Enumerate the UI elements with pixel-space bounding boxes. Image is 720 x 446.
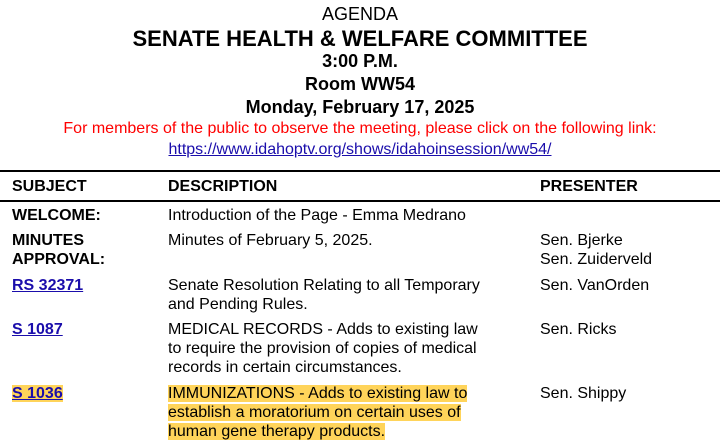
bill-link-rs-32371[interactable]: RS 32371	[12, 277, 84, 294]
presenter-line: Sen. Zuiderveld	[540, 251, 653, 268]
subject-cell	[12, 384, 162, 403]
header-presenter: PRESENTER	[540, 178, 638, 195]
subject-cell	[12, 320, 162, 339]
stream-link[interactable]: https://www.idahoptv.org/shows/idahoinsession/ww54/	[168, 141, 552, 158]
header-rule	[0, 200, 720, 202]
header-description: DESCRIPTION	[168, 178, 278, 195]
description-cell	[168, 276, 498, 314]
subject-cell	[12, 276, 162, 295]
subject-cell	[12, 231, 162, 269]
description-line: records in certain circumstances.	[168, 359, 402, 376]
description-cell: Introduction of the Page - Emma Medrano	[168, 207, 466, 224]
description-line: Senate Resolution Relating to all Temporary	[168, 277, 480, 294]
meeting-time: 3:00 P.M.	[322, 51, 398, 71]
table-top-rule	[0, 170, 720, 172]
subject-cell: WELCOME:	[12, 207, 101, 224]
committee-title: SENATE HEALTH & WELFARE COMMITTEE	[132, 26, 588, 51]
description-line: MEDICAL RECORDS - Adds to existing law	[168, 321, 478, 338]
agenda-label: AGENDA	[321, 4, 399, 24]
description-line: establish a moratorium on certain uses of	[168, 404, 461, 421]
header-subject: SUBJECT	[12, 178, 87, 195]
subject-line: APPROVAL:	[12, 251, 106, 268]
public-notice: For members of the public to observe the meeting, please click on the following link:	[63, 120, 657, 137]
description-line: to require the provision of copies of medical	[168, 340, 477, 357]
subject-line: MINUTES	[12, 232, 84, 249]
description-cell: Minutes of February 5, 2025.	[168, 232, 373, 249]
stream-link-container	[0, 141, 720, 159]
meeting-date: Monday, February 17, 2025	[245, 97, 475, 117]
presenter-cell: Sen. VanOrden	[540, 277, 650, 294]
description-line: IMMUNIZATIONS - Adds to existing law to	[168, 385, 468, 402]
description-cell	[168, 384, 498, 441]
presenter-cell	[540, 231, 710, 269]
meeting-room: Room WW54	[305, 74, 415, 94]
description-cell	[168, 320, 498, 377]
presenter-cell: Sen. Shippy	[540, 385, 627, 402]
bill-link-s-1087[interactable]: S 1087	[12, 321, 63, 338]
bill-link-s-1036[interactable]: S 1036	[12, 385, 63, 402]
description-line: and Pending Rules.	[168, 296, 308, 313]
description-line: human gene therapy products.	[168, 423, 386, 440]
presenter-cell: Sen. Ricks	[540, 321, 617, 338]
presenter-line: Sen. Bjerke	[540, 232, 623, 249]
